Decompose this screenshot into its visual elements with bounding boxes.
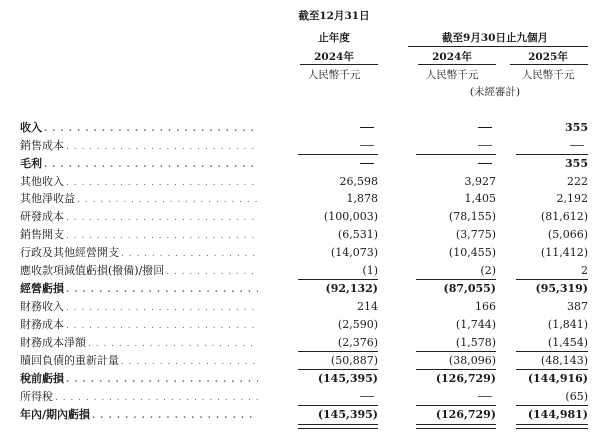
row-label: 贖回負債的重新計量 . . . xyxy=(20,353,258,369)
row-value-c2: (126,729) xyxy=(435,372,496,385)
row-label: 其他收入 . . . xyxy=(20,174,258,190)
year-rule-c3 xyxy=(510,64,588,65)
row-value-c3: (1,454) xyxy=(547,336,588,349)
row-value-c3: (65) xyxy=(565,390,588,403)
subtotal-rule xyxy=(416,405,496,406)
row-label: 銷售成本 . . . xyxy=(20,138,258,154)
row-value-c2: (10,455) xyxy=(448,246,496,259)
table-row xyxy=(0,317,600,333)
row-label: 行政及其他經營開支 . . . xyxy=(20,245,258,261)
row-value-c3: 222 xyxy=(567,175,588,188)
subtotal-rule xyxy=(416,351,496,352)
subtotal-rule xyxy=(298,154,378,155)
nil-dash xyxy=(360,396,374,397)
row-value-c3: (1,841) xyxy=(547,318,588,331)
year-rule-c2 xyxy=(418,64,496,65)
nil-dash xyxy=(570,145,584,146)
nil-dash xyxy=(478,396,492,397)
row-label: 銷售開支 . . . xyxy=(20,227,258,243)
subtotal-rule xyxy=(516,405,588,406)
table-row xyxy=(0,407,600,423)
subtotal-rule xyxy=(298,405,378,406)
row-value-c3: 355 xyxy=(565,157,588,170)
total-double-rule xyxy=(416,424,496,429)
nil-dash xyxy=(360,127,374,128)
row-value-c1: 1,878 xyxy=(346,192,378,205)
row-value-c3: 387 xyxy=(567,300,588,313)
row-value-c3: (95,319) xyxy=(535,282,588,295)
table-row xyxy=(0,353,600,369)
row-value-c1: (2,376) xyxy=(337,336,378,349)
row-value-c1: (14,073) xyxy=(330,246,378,259)
row-label: 經營虧損 . . . xyxy=(20,281,258,297)
year-rule-c1 xyxy=(300,64,378,65)
table-row xyxy=(0,335,600,351)
subtotal-rule xyxy=(516,279,588,280)
row-value-c1: 214 xyxy=(357,300,378,313)
row-value-c3: 2,192 xyxy=(556,192,588,205)
table-row xyxy=(0,299,600,315)
row-label: 應收款項減值虧損(撥備)/撥回 . . . xyxy=(20,263,258,279)
row-label: 收入 . . . xyxy=(20,120,258,136)
row-value-c3: (11,412) xyxy=(540,246,588,259)
row-value-c2: (1,744) xyxy=(455,318,496,331)
subtotal-rule xyxy=(516,369,588,370)
row-value-c1: (50,887) xyxy=(330,354,378,367)
subtotal-rule xyxy=(298,351,378,352)
subtotal-rule xyxy=(516,154,588,155)
row-value-c1: 26,598 xyxy=(339,175,378,188)
row-label: 所得稅 . . . xyxy=(20,389,258,405)
table-row xyxy=(0,389,600,405)
nil-dash xyxy=(478,163,492,164)
row-value-c2: (126,729) xyxy=(435,408,496,421)
row-value-c2: (3,775) xyxy=(455,228,496,241)
row-value-c1: (145,395) xyxy=(317,372,378,385)
table-row xyxy=(0,263,600,279)
subtotal-rule xyxy=(416,369,496,370)
row-value-c1: (2,590) xyxy=(337,318,378,331)
table-row xyxy=(0,227,600,243)
subtotal-rule xyxy=(516,351,588,352)
row-label: 研發成本 . . . xyxy=(20,209,258,225)
row-value-c2: 3,927 xyxy=(464,175,496,188)
unit-header-c1: 人民幣千元 xyxy=(307,69,361,81)
row-value-c3: 2 xyxy=(581,264,588,277)
nil-dash xyxy=(478,145,492,146)
row-value-c2: (1,578) xyxy=(455,336,496,349)
row-value-c3: (144,981) xyxy=(527,408,588,421)
table-row xyxy=(0,174,600,190)
row-value-c2: 1,405 xyxy=(464,192,496,205)
fy-period-header: 止年度 xyxy=(318,32,350,44)
subtotal-rule xyxy=(416,279,496,280)
row-label: 財務收入 . . . xyxy=(20,299,258,315)
row-value-c1: (92,132) xyxy=(325,282,378,295)
row-value-c3: (81,612) xyxy=(540,210,588,223)
year-header-fy2024: 2024年 xyxy=(314,51,354,63)
year-header-9m2025: 2025年 xyxy=(528,51,568,63)
row-value-c2: (87,055) xyxy=(443,282,496,295)
fy-group-header: 截至12月31日 xyxy=(298,10,370,22)
row-label: 財務成本淨額 . . . xyxy=(20,335,258,351)
subtotal-rule xyxy=(416,154,496,155)
nine-month-header-rule xyxy=(408,46,588,47)
table-row xyxy=(0,120,600,136)
row-value-c2: (78,155) xyxy=(448,210,496,223)
row-value-c3: (5,066) xyxy=(547,228,588,241)
row-value-c1: (100,003) xyxy=(323,210,378,223)
total-double-rule xyxy=(516,424,588,429)
row-label: 年內/期內虧損 . . . xyxy=(20,407,258,423)
unit-header-c2: 人民幣千元 xyxy=(425,69,479,81)
row-value-c2: (2) xyxy=(480,264,496,277)
table-row xyxy=(0,209,600,225)
year-header-9m2024: 2024年 xyxy=(432,51,472,63)
row-value-c3: 355 xyxy=(565,121,588,134)
row-value-c2: 166 xyxy=(475,300,496,313)
subtotal-rule xyxy=(298,279,378,280)
table-row xyxy=(0,191,600,207)
row-value-c2: (38,096) xyxy=(448,354,496,367)
row-value-c1: (6,531) xyxy=(337,228,378,241)
nil-dash xyxy=(478,127,492,128)
row-label: 財務成本 . . . xyxy=(20,317,258,333)
table-row xyxy=(0,138,600,154)
row-label: 稅前虧損 . . . xyxy=(20,371,258,387)
total-double-rule xyxy=(298,424,378,429)
row-value-c3: (48,143) xyxy=(540,354,588,367)
row-value-c1: (145,395) xyxy=(317,408,378,421)
table-row xyxy=(0,281,600,297)
table-row xyxy=(0,371,600,387)
table-row xyxy=(0,156,600,172)
table-row xyxy=(0,245,600,261)
row-label: 毛利 . . . xyxy=(20,156,258,172)
row-value-c1: (1) xyxy=(362,264,378,277)
row-label: 其他淨收益 . . . xyxy=(20,191,258,207)
unit-header-c3: 人民幣千元 xyxy=(521,69,575,81)
unaudited-note: (未經審計) xyxy=(469,86,521,98)
row-value-c3: (144,916) xyxy=(527,372,588,385)
nil-dash xyxy=(360,145,374,146)
nine-month-group-header: 截至9月30日止九個月 xyxy=(442,32,548,44)
subtotal-rule xyxy=(298,369,378,370)
nil-dash xyxy=(360,163,374,164)
